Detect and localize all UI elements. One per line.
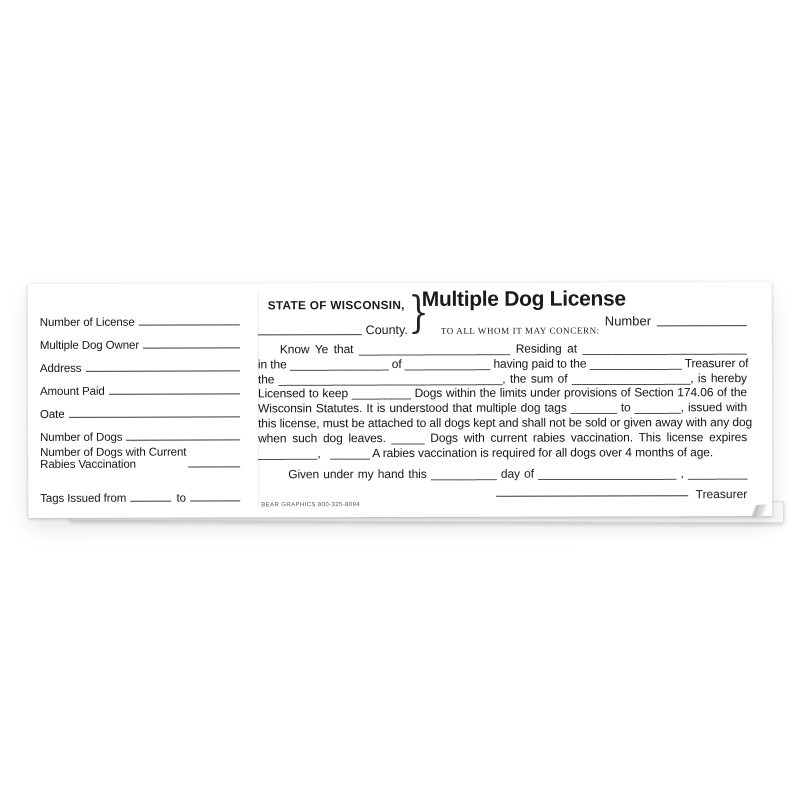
stub-section	[28, 283, 253, 505]
treasurer-signature-line	[258, 487, 747, 502]
blank-line	[109, 393, 240, 394]
curly-brace-glyph: }	[408, 288, 429, 338]
state-heading: STATE OF WISCONSIN,	[267, 297, 405, 313]
field-label: Oate	[40, 408, 65, 421]
blank-line	[258, 334, 362, 335]
body-line: the __________________________________, the sum of __________________, is hereby	[257, 370, 747, 386]
field-label: Number of Dogs	[40, 431, 123, 444]
blank-line	[85, 370, 240, 371]
county-label: County.	[365, 322, 408, 338]
stub-field-number-of-dogs	[40, 420, 240, 444]
field-label: Number of License	[39, 316, 135, 329]
given-under-hand-line: Given under my hand this __________ day of _____________________ , _________	[288, 466, 748, 482]
number-label: Number	[604, 313, 652, 329]
stub-field-amount-paid	[40, 374, 240, 398]
form-title: Multiple Dog License	[421, 287, 626, 311]
signature-blank-line	[497, 496, 689, 498]
body-line: in the _______________ of _____________ having paid to the ______________ Treasurer of	[257, 355, 749, 372]
license-header	[258, 282, 747, 342]
blank-line	[126, 439, 240, 440]
stub-field-number-of-license	[40, 305, 240, 329]
stub-field-address	[40, 351, 240, 375]
salutation-text: TO ALL WHOM IT MAY CONCERN:	[440, 325, 600, 336]
field-label-line1: Number of Dogs with Current	[40, 446, 187, 459]
body-line: when such dog leaves. _____ Dogs with current rabies vaccination. This license expires	[258, 429, 748, 446]
license-main-section	[258, 282, 773, 517]
treasurer-label: Treasurer	[695, 487, 748, 502]
field-label: Address	[39, 362, 82, 375]
body-line: this license, must be attached to all dogs kept and shall not be sold or given away with any dog	[258, 415, 753, 431]
field-label: Amount Paid	[39, 385, 105, 398]
dog-license-form-sheet	[28, 282, 773, 518]
blank-line	[130, 501, 171, 502]
field-label: Multiple Dog Owner	[39, 339, 140, 352]
body-line: _________, ______ A rabies vaccination is required for all dogs over 4 months of age.	[258, 444, 714, 460]
blank-line	[190, 500, 240, 501]
blank-line	[139, 324, 240, 325]
body-line: Wisconsin Statutes. It is understood that multiple dog tags _______ to _______, issued with	[258, 400, 748, 416]
stub-field-tags-issued	[40, 480, 240, 505]
body-line: Know Ye that _______________________ Residing at _________________________	[279, 341, 747, 357]
stub-field-rabies-vaccination	[40, 446, 240, 477]
stub-field-multiple-dog-owner	[40, 328, 240, 352]
blank-line	[143, 347, 240, 348]
blank-line	[657, 325, 747, 326]
field-label: Tags Issued from	[40, 492, 127, 505]
stub-field-date	[40, 397, 240, 421]
blank-line	[188, 466, 240, 467]
license-number-field	[605, 313, 747, 328]
body-line: Licensed to keep _________ Dogs within the limits under provisions of Section 174.06 of the	[257, 385, 747, 401]
printer-credit: BEAR GRAPHICS 800-325-8094	[261, 502, 361, 509]
license-body-text	[257, 341, 753, 461]
field-label-line2: Rabies Vaccination	[40, 458, 136, 471]
to-label: to	[176, 492, 186, 505]
county-field	[258, 323, 408, 337]
blank-line	[69, 416, 240, 417]
